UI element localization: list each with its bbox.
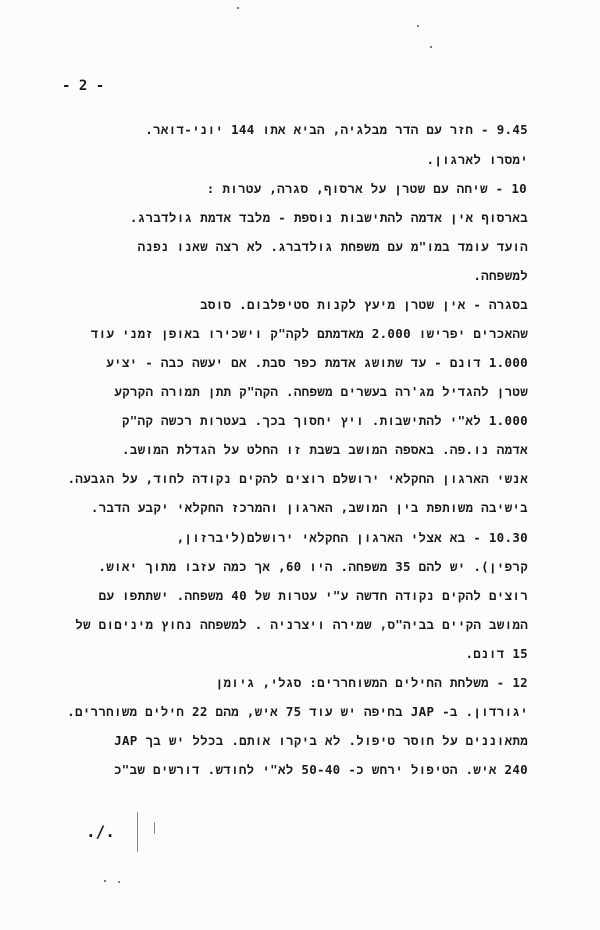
scan-speck <box>237 7 239 9</box>
text-line: יגורדון. ב- JAP בחיפה יש עוד 75 איש, מהם 22 חילים משוחררים. <box>67 704 528 719</box>
text-line: בישיבה משותפת בין המושב, הארגון והמרכז החקלאי יקבע הדבר. <box>90 500 528 515</box>
text-line: בסגרה - אין שטרן מיעץ לקנות סטיפלבום. סוסב <box>200 297 528 312</box>
text-line: למשפחה. <box>473 268 528 283</box>
scan-speck <box>430 46 432 48</box>
text-line: 1.000 דונם - עד שתושג אדמת כפר סבת. אם יעשה כבה - יציע <box>106 355 528 370</box>
text-line: המושב הקיים בביה"ס, שמירה ויצרניה . למשפחה נחוץ מיניםום של <box>75 617 528 632</box>
scan-speck <box>417 25 419 27</box>
text-line: 10.30 - בא אצלי הארגון החקלאי ירושלם(ליברזון, <box>176 530 528 545</box>
text-line: 240 איש. הטיפול ירחש כ- 50-40 לא"י לחודש. דורשים שב"כ <box>113 762 528 777</box>
text-line: אדמה נו.פה. באספה המושב בשבת זו החלט על הגדלת המושב. <box>122 442 528 457</box>
text-line: קרפין). יש להם 35 משפחה. היו 60, אך כמה עזבו מתוך יאוש. <box>98 559 528 574</box>
text-line: 9.45 - חזר עם הדר מבלגיה, הביא אתו 144 יוני-דואר. <box>145 122 528 137</box>
continuation-mark: ./. <box>86 822 115 841</box>
text-line: הועד עומד במו"מ עם משפחת גולדברג. לא רצה שאנו נפנה <box>137 239 528 254</box>
text-line: רוצים להקים נקודה חדשה ע"י עטרות של 40 משפחה. ישתתפו עם <box>98 588 528 603</box>
text-line: 1.000 לא"י להתישבות. ויץ יחסוך בכך. בעטרות רכשה קה"ק <box>121 413 528 428</box>
text-line: בארסוף אין אדמה להתישבות נוספת - מלבד אדמת גולדברג. <box>129 210 528 225</box>
scan-artifact-line <box>154 822 155 834</box>
scan-artifact-line <box>137 812 138 852</box>
text-line: 10 - שיחה עם שטרן על ארסוף, סגרה, עטרות : <box>206 181 527 196</box>
text-line: מתאוננים על חוסר טיפול. לא ביקרו אותם. בכלל יש בך JAP <box>114 733 528 748</box>
text-line: שהאכרים יפרישו 2.000 מאדמתם לקה"ק וישכירו באופן זמני עוד <box>90 326 528 341</box>
text-line: שטרן להגדיל מג'רה בעשרים משפחה. הקה"ק תתן תמורה הקרקע <box>114 384 528 399</box>
text-line: ימסרו לארגון. <box>426 152 528 167</box>
scan-speck <box>104 880 106 882</box>
text-line: 12 - משלחת החילים המשוחררים: סגלי, גיומן <box>215 675 528 690</box>
page-number: - 2 - <box>62 78 105 94</box>
text-line: אנשי הארגון החקלאי ירושלם רוצים להקים נקודה לחוד, על הגבעה. <box>67 471 528 486</box>
text-line: 15 דונם. <box>465 646 528 661</box>
scan-speck <box>118 881 120 883</box>
